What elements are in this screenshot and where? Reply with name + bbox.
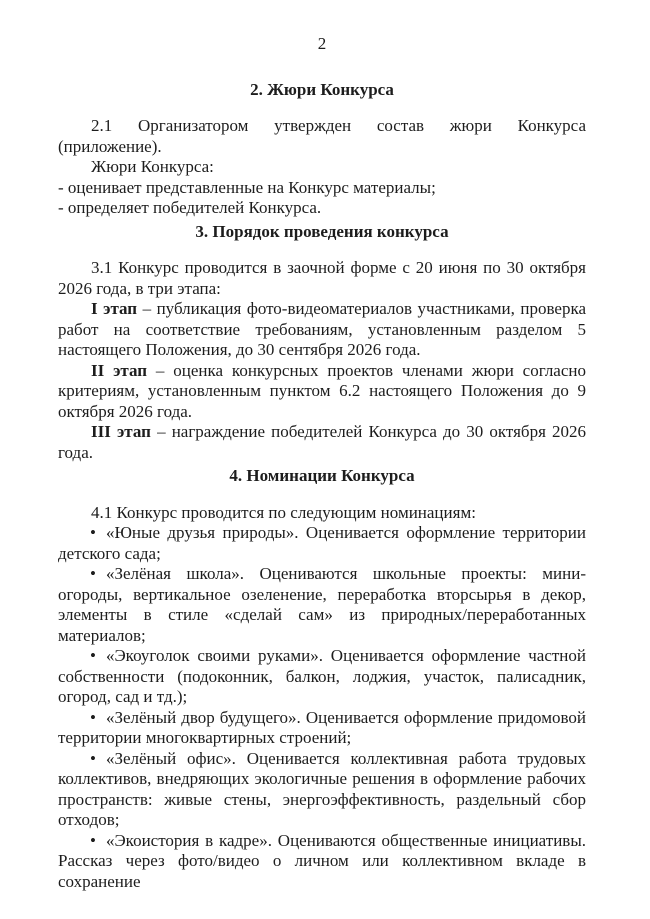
stage-text-1: – публикация фото-видеоматериалов участниками, проверка работ на соответствие требованиям, установленным разделом 5 настоящего Положения, до 30 сентября 2026 года. (58, 299, 587, 359)
nomination-text: «Юные друзья природы». Оценивается оформление территории детского сада; (58, 523, 586, 563)
nomination-text: «Зелёный офис». Оценивается коллективная работа трудовых коллективов, внедряющих экологичные решения в оформление рабочих пространств: живые стены, энергоэффективность, раздельный сбор отходов; (58, 748, 586, 829)
order-paragraph-3-1: 3.1 Конкурс проводится в заочной форме с 20 июня по 30 октября 2026 года, в три этапа: (58, 258, 586, 298)
jury-dash-item: - определяет победителей Конкурса. (58, 198, 322, 217)
nomination-text: «Экоистория в кадре». Оцениваются общественные инициативы. Рассказ через фото/видео о личном или коллективном вкладе в сохранение (58, 830, 586, 891)
stage-paragraph-3 (58, 422, 586, 463)
stage-paragraph-2 (58, 361, 586, 423)
nomination-text: «Зелёный двор будущего». Оценивается оформление придомовой территории многоквартирных строений; (58, 707, 586, 747)
jury-paragraph-2-1: 2.1 Организатором утвержден состав жюри Конкурса (приложение). (58, 116, 586, 156)
bullet-icon: • (90, 707, 96, 727)
nominations-paragraph-4-1: 4.1 Конкурс проводится по следующим номинациям: (91, 502, 476, 522)
stage-label-3: III этап (91, 422, 151, 441)
stage-paragraph-1 (58, 299, 586, 361)
section-heading-jury: 2. Жюри Конкурса (250, 79, 394, 99)
section-heading-nominations: 4. Номинации Конкурса (229, 466, 415, 485)
page-number: 2 (317, 34, 327, 53)
nomination-item (58, 831, 586, 893)
bullet-icon: • (90, 523, 96, 542)
nomination-item (58, 564, 586, 646)
bullet-icon: • (90, 748, 96, 768)
stage-text-3: – награждение победителей Конкурса до 30 октября 2026 года. (58, 422, 587, 462)
nomination-item (58, 523, 586, 564)
nomination-text: «Зелёная школа». Оцениваются школьные проекты: мини-огороды, вертикальное озеленение, переработка вторсырья в декор, элементы в стиле «сделай сам» из природных/переработанных материалов; (58, 564, 586, 645)
nomination-item (58, 646, 586, 708)
bullet-icon: • (90, 830, 96, 850)
nomination-item (58, 708, 586, 749)
jury-paragraph-intro: Жюри Конкурса: (91, 157, 214, 176)
stage-label-2: II этап (91, 360, 148, 380)
nomination-text: «Экоуголок своими руками». Оценивается оформление частной собственности (подоконник, балкон, лоджия, участок, палисадник, огород, сад и тд.); (58, 646, 586, 706)
jury-dash-item: - оценивает представленные на Конкурс материалы; (58, 177, 436, 197)
section-heading-order: 3. Порядок проведения конкурса (195, 221, 449, 241)
stage-label-1: I этап (91, 299, 138, 318)
stage-text-2: – оценка конкурсных проектов членами жюри согласно критериям, установленным пунктом 6.2 настоящего Положения до 9 октября 2026 года. (58, 360, 586, 421)
bullet-icon: • (90, 646, 96, 665)
bullet-icon: • (90, 564, 96, 583)
nomination-item (58, 749, 586, 831)
